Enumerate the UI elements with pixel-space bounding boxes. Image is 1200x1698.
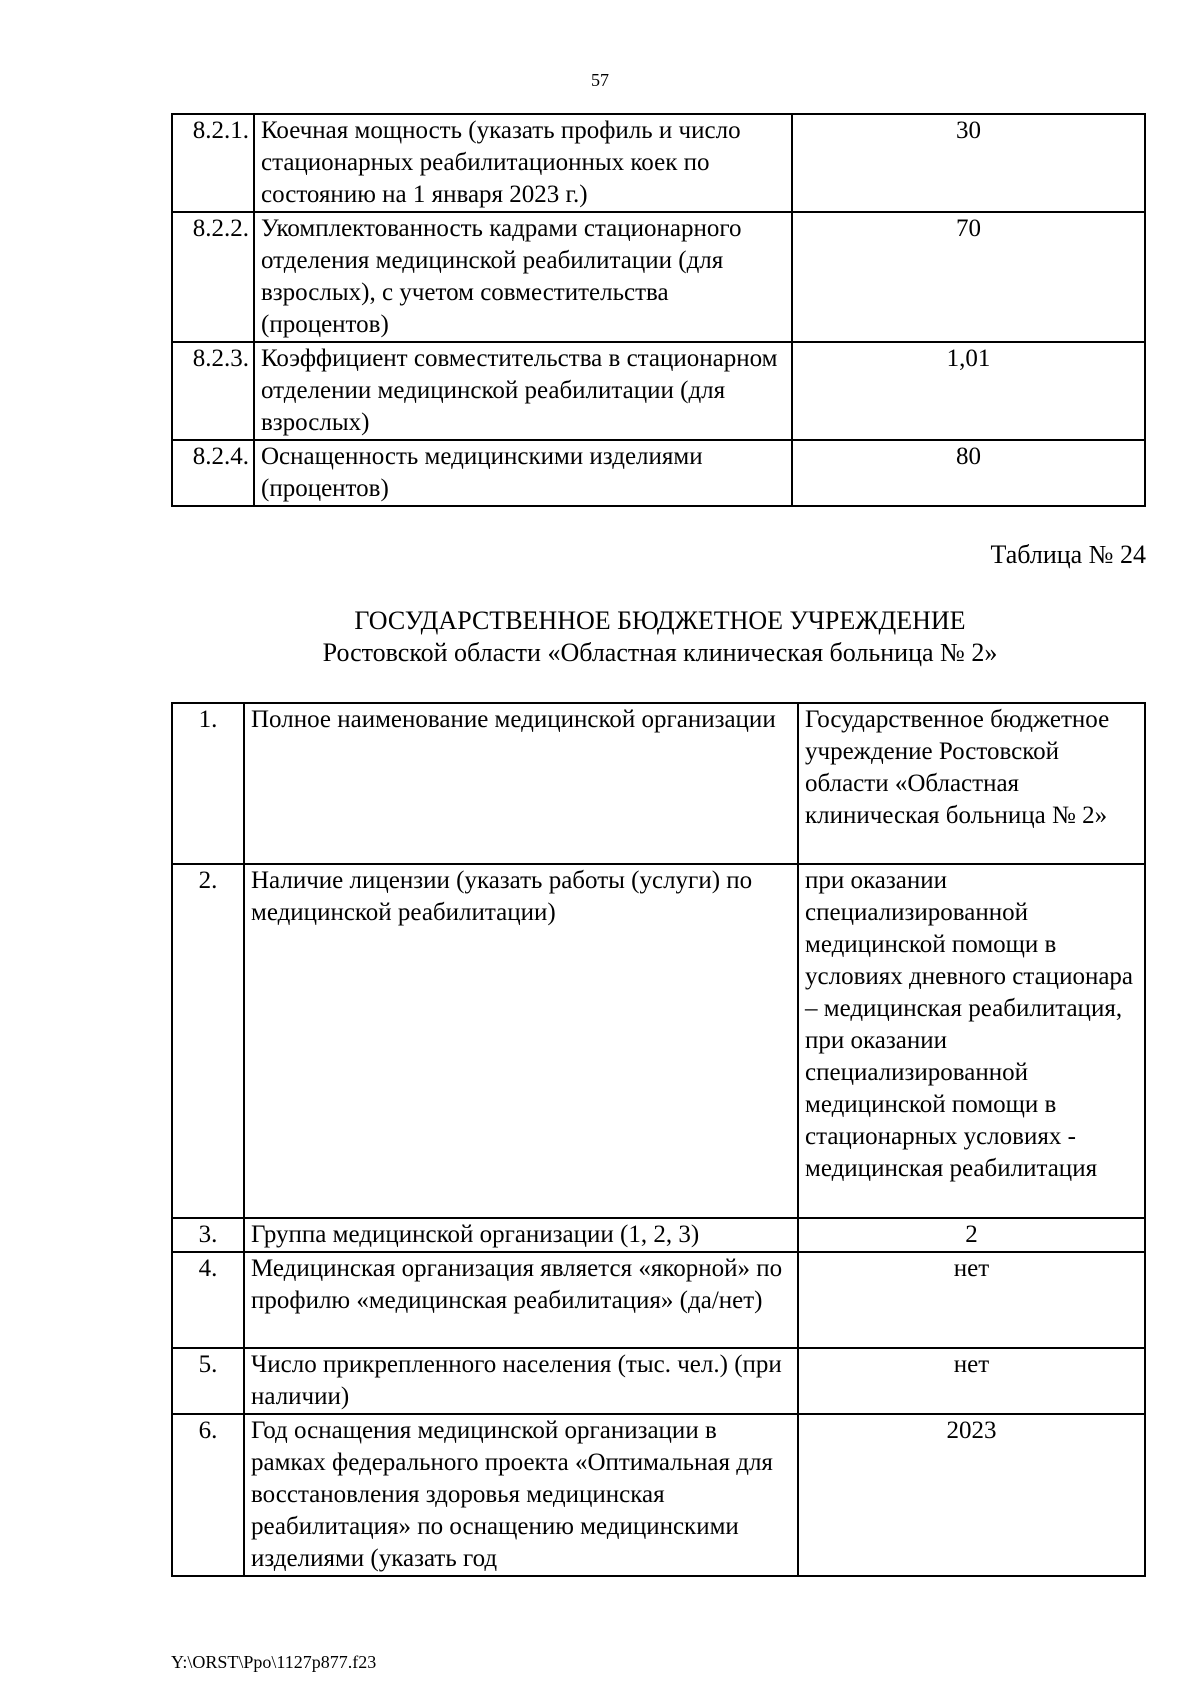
row-description: Коэффициент совместительства в стационарном отделении медицинской реабилитации (для взрослых) — [254, 342, 792, 440]
row-description: Год оснащения медицинской организации в рамках федерального проекта «Оптимальная для восстановления здоровья медицинская реабилитация» по оснащению медицинскими изделиями (указать год — [244, 1414, 798, 1576]
row-description: Группа медицинской организации (1, 2, 3) — [244, 1218, 798, 1252]
row-number: 8.2.2. — [172, 212, 254, 342]
row-number: 6. — [172, 1414, 244, 1576]
table-row — [172, 703, 1145, 864]
table-row — [172, 212, 1145, 342]
row-value: при оказании специализированной медицинской помощи в условиях дневного стационара – медицинская реабилитация, при оказании специализированной медицинской помощи в стационарных условиях - медицинская реабилитация — [798, 864, 1145, 1218]
row-value: нет — [798, 1348, 1145, 1414]
table-row — [172, 342, 1145, 440]
table-row — [172, 1414, 1145, 1576]
organization-table — [171, 702, 1146, 1577]
row-description: Число прикрепленного населения (тыс. чел.) (при наличии) — [244, 1348, 798, 1414]
row-description: Медицинская организация является «якорной» по профилю «медицинская реабилитация» (да/нет) — [244, 1252, 798, 1348]
row-description: Укомплектованность кадрами стационарного отделения медицинской реабилитации (для взрослых), с учетом совместительства (процентов) — [254, 212, 792, 342]
row-value: Государственное бюджетное учреждение Ростовской области «Областная клиническая больница № 2» — [798, 703, 1145, 864]
table-row — [172, 864, 1145, 1218]
row-number: 1. — [172, 703, 244, 864]
row-number: 8.2.1. — [172, 114, 254, 212]
table-row — [172, 114, 1145, 212]
row-number: 5. — [172, 1348, 244, 1414]
row-value: 70 — [792, 212, 1145, 342]
table-label: Таблица № 24 — [990, 540, 1146, 569]
table-row — [172, 440, 1145, 506]
row-description: Оснащенность медицинскими изделиями (процентов) — [254, 440, 792, 506]
table-row — [172, 1348, 1145, 1414]
row-number: 8.2.4. — [172, 440, 254, 506]
indicators-table-8-2 — [171, 113, 1146, 507]
row-number: 4. — [172, 1252, 244, 1348]
row-value: 2023 — [798, 1414, 1145, 1576]
file-path-footer: Y:\ORST\Ppo\1127p877.f23 — [171, 1652, 377, 1672]
table-row — [172, 1218, 1145, 1252]
organization-heading — [0, 605, 1200, 669]
row-value: 30 — [792, 114, 1145, 212]
heading-line-2: Ростовской области «Областная клиническая больница № 2» — [322, 638, 998, 667]
row-description: Полное наименование медицинской организации — [244, 703, 798, 864]
row-value: нет — [798, 1252, 1145, 1348]
row-description: Наличие лицензии (указать работы (услуги) по медицинской реабилитации) — [244, 864, 798, 1218]
page-number: 57 — [591, 70, 609, 90]
row-description: Коечная мощность (указать профиль и число стационарных реабилитационных коек по состоянию на 1 января 2023 г.) — [254, 114, 792, 212]
table-row — [172, 1252, 1145, 1348]
row-value: 80 — [792, 440, 1145, 506]
heading-line-1: ГОСУДАРСТВЕННОЕ БЮДЖЕТНОЕ УЧРЕЖДЕНИЕ — [354, 606, 966, 635]
row-number: 2. — [172, 864, 244, 1218]
row-value: 1,01 — [792, 342, 1145, 440]
row-value: 2 — [798, 1218, 1145, 1252]
row-number: 8.2.3. — [172, 342, 254, 440]
row-number: 3. — [172, 1218, 244, 1252]
